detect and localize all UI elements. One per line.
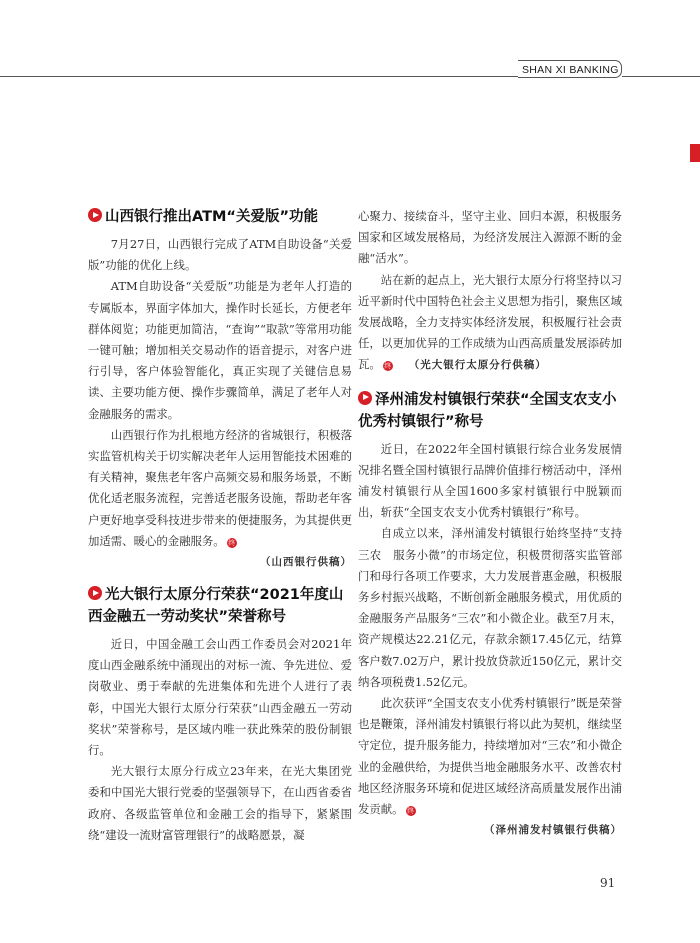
article-2-paragraph: 近日，中国金融工会山西工作委员会对2021年度山西金融系统中涌现出的对标一流、争先进位、爱岗敬业、勇于奉献的先进集体和先进个人进行了表彰，中国光大银行太原分行荣获“山西金融五一劳动奖状”荣誉称号，是区域内唯一获此殊荣的股份制银行。 bbox=[88, 637, 352, 758]
article-title-1: 山西银行推出ATM“关爱版”功能 bbox=[88, 206, 352, 228]
red-edge-tab bbox=[690, 144, 700, 162]
article-1-paragraph: 山西银行作为扎根地方经济的省城银行，积极落实监管机构关于切实解决老年人运用智能技术困难的有关精神，聚焦老年客户高频交易和服务场景，不断优化适老服务流程，完善适老服务设施，帮助老年客户更好地享受科技进步带来的便捷服务，为其提供更加适需、暖心的金融服务。 终 bbox=[88, 427, 352, 548]
article-end-icon: 终 bbox=[228, 538, 236, 547]
article-title-3: 泽州浦发村镇银行荣获“全国支农支小优秀村镇银行”称号 bbox=[358, 391, 617, 430]
play-bullet-icon bbox=[88, 586, 102, 600]
play-bullet-icon bbox=[88, 208, 102, 222]
left-column bbox=[88, 206, 352, 846]
article-2-paragraph: 站在新的起点上，光大银行太原分行将坚持以习近平新时代中国特色社会主义思想为指引，聚焦区域发展战略，全力支持实体经济发展，积极履行社会责任，以更加优异的工作成绩为山西高质量发展添砖加瓦。 终 （光大银行太原分行供稿） bbox=[358, 272, 622, 372]
page-number: 91 bbox=[600, 876, 616, 890]
article-3-paragraph: 此次获评“全国支农支小优秀村镇银行”既是荣誉也是鞭策，泽州浦发村镇银行将以此为契机，继续坚守定位，提升服务能力，持续增加对“三农”和小微企业的金融供给，为提供当地金融服务水平、改善农村地区经济服务环境和促进区域经济高质量发展作出浦发贡献。 终 bbox=[358, 696, 622, 817]
article-3-credit: （泽州浦发村镇银行供稿） bbox=[484, 824, 622, 837]
play-bullet-icon bbox=[358, 391, 372, 405]
article-3-paragraph: 自成立以来，泽州浦发村镇银行始终坚持“支持三农 服务小微”的市场定位，积极贯彻落实监管部门和母行各项工作要求，大力发展普惠金融，积极服务乡村振兴战略，不断创新金融服务模式，用优质的金融服务产品服务“三农”和小微企业。截至7月末，资产规模达22.21亿元，存款余额17.45亿元，结算客户数7.02万户，累计投放贷款近150亿元，累计交纳各项税费1.52亿元。 bbox=[358, 526, 622, 689]
article-end-icon: 终 bbox=[407, 807, 415, 816]
article-title-2: 光大银行太原分行荣获“2021年度山西金融五一劳动奖状”荣誉称号 bbox=[88, 587, 344, 626]
right-column bbox=[358, 206, 622, 840]
article-2-paragraph-continued: 心聚力、接续奋斗，坚守主业、回归本源，积极服务国家和区域发展格局，为经济发展注入源源不断的金融“活水”。 bbox=[358, 209, 622, 266]
article-end-icon: 终 bbox=[384, 362, 392, 371]
header-rule-right bbox=[622, 76, 700, 77]
article-2-paragraph: 光大银行太原分行成立23年来，在光大集团党委和中国光大银行党委的坚强领导下，在山西省委省政府、各级监管单位和金融工会的指导下，紧紧围绕“建设一流财富管理银行”的战略愿景，凝 bbox=[88, 764, 352, 842]
article-1-paragraph: 7月27日，山西银行完成了ATM自助设备“关爱版”功能的优化上线。 bbox=[88, 237, 352, 273]
article-1-paragraph: ATM自助设备“关爱版”功能是为老年人打造的专属版本，界面字体加大，操作时长延长，方便老年群体阅览；功能更加简洁，“查询”“取款”等常用功能一键可触；增加相关交易动作的语音提示，对客户进行引导，客户体验智能化，真正实现了关键信息易读、主要功能方便、操作步骤简单，满足了老年人对金融服务的需求。 bbox=[88, 279, 352, 421]
article-3-paragraph: 近日，在2022年全国村镇银行综合业务发展情况排名暨全国村镇银行品牌价值排行榜活动中，泽州浦发村镇银行从全国1600多家村镇银行中脱颖而出，斩获“全国支农支小优秀村镇银行”称号。 bbox=[358, 441, 622, 520]
section-header-label: SHAN XI BANKING bbox=[518, 60, 622, 78]
article-2-credit: （光大银行太原分行供稿） bbox=[408, 359, 547, 372]
article-1-credit: （山西银行供稿） bbox=[260, 556, 352, 569]
header-rule bbox=[0, 76, 518, 77]
